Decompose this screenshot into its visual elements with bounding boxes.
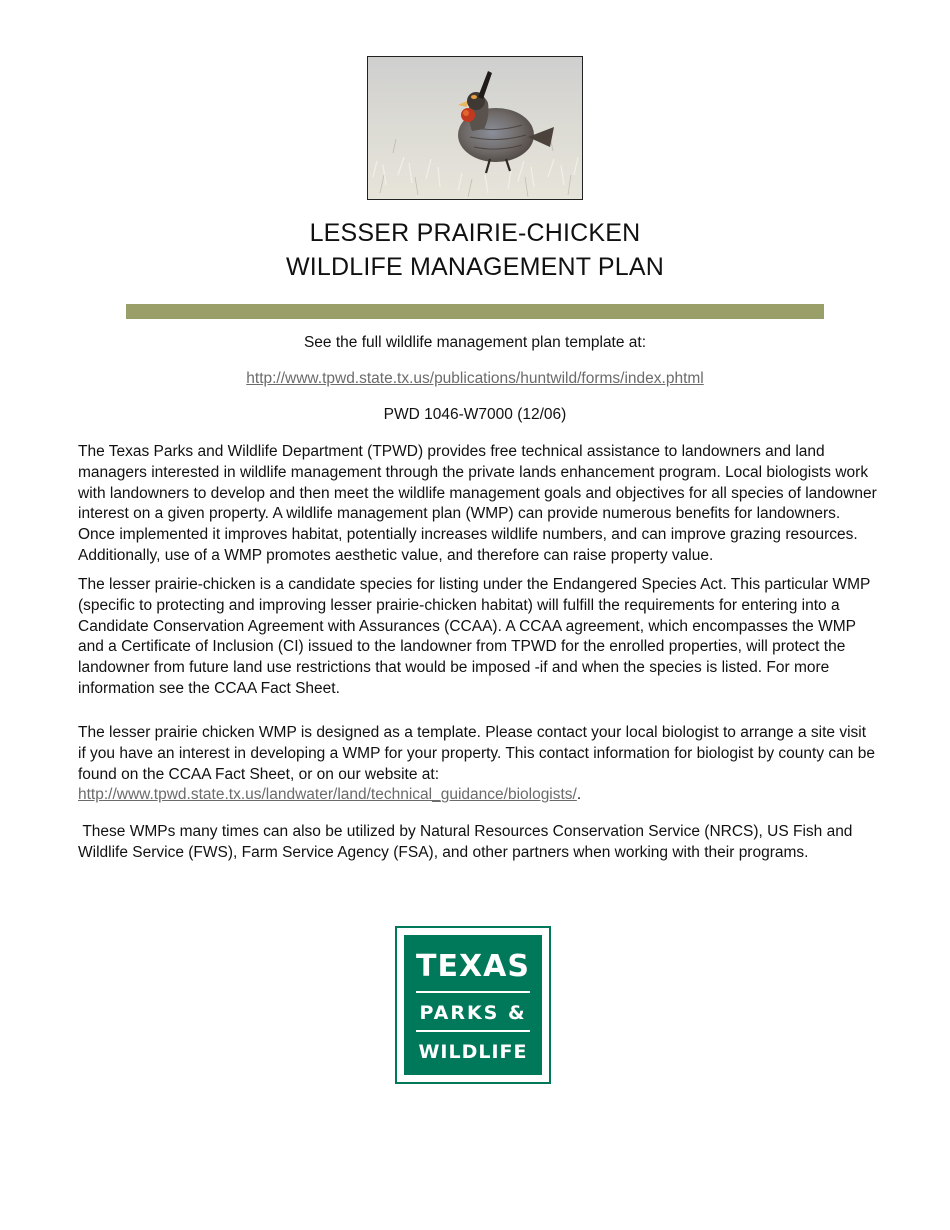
template-intro-text: See the full wildlife management plan template at: <box>303 334 647 351</box>
paragraph-end-period: . <box>576 786 582 804</box>
paragraph-template-contact-text: The lesser prairie chicken WMP is designed as a template. Please contact your local biologist to arrange a site visit if you have an interest in developing a WMP for your property. This contact information for biologist by county can be found on the CCAA Fact Sheet, or on our website at: <box>78 724 875 783</box>
template-link-line <box>0 369 950 389</box>
tpwd-logo-panel <box>404 935 542 1075</box>
page-title-line-1: LESSER PRAIRIE-CHICKEN <box>309 219 641 247</box>
form-number: PWD 1046-W7000 (12/06) <box>383 406 567 423</box>
prairie-chicken-illustration <box>368 57 582 199</box>
paragraph-tpwd-assistance: The Texas Parks and Wildlife Department (TPWD) provides free technical assistance to landowners and land managers interested in wildlife management through the private lands enhancement program. Local biologists work with landowners to develop and then meet the wildlife management goals and objectives for all species of landowner interest on a given property. A wildlife management plan (WMP) can provide numerous benefits for landowners. Once implemented it improves habitat, potentially increases wildlife numbers, and can improve grazing resources. Additionally, use of a WMP promotes aesthetic value, and therefore can raise property value. <box>78 443 877 564</box>
logo-word-texas: TEXAS <box>416 949 530 984</box>
template-link[interactable]: http://www.tpwd.state.tx.us/publications/huntwild/forms/index.phtml <box>246 370 704 387</box>
paragraph-candidate-species: The lesser prairie-chicken is a candidate species for listing under the Endangered Species Act. This particular WMP (specific to protecting and improving lesser prairie-chicken habitat) will fulfill the requirements for entering into a Candidate Conservation Agreement with Assurances (CCAA). A CCAA agreement, which encompasses the WMP and a Certificate of Inclusion (CI) issued to the landowner from TPWD for the enrolled properties, will protect the landowner from future land use restrictions that would be imposed -if and when the species is listed. For more information see the CCAA Fact Sheet. <box>78 576 871 697</box>
paragraph-partners: These WMPs many times can also be utilized by Natural Resources Conservation Service (NRCS), US Fish and Wildlife Service (FWS), Farm Service Agency (FSA), and other partners when working with their programs. <box>78 823 857 861</box>
logo-rule-bottom <box>416 1030 530 1032</box>
prairie-chicken-photo <box>367 56 583 200</box>
paragraph-template-contact <box>78 723 878 806</box>
page-title-line-2: WILDLIFE MANAGEMENT PLAN <box>285 253 665 281</box>
biologists-link[interactable]: http://www.tpwd.state.tx.us/landwater/land/technical_guidance/biologists/ <box>78 786 577 804</box>
logo-rule-top <box>416 991 530 993</box>
logo-word-parks: PARKS & <box>419 1002 527 1024</box>
tpwd-logo <box>395 926 551 1084</box>
logo-word-wildlife: WILDLIFE <box>418 1041 528 1063</box>
title-divider <box>126 304 824 319</box>
